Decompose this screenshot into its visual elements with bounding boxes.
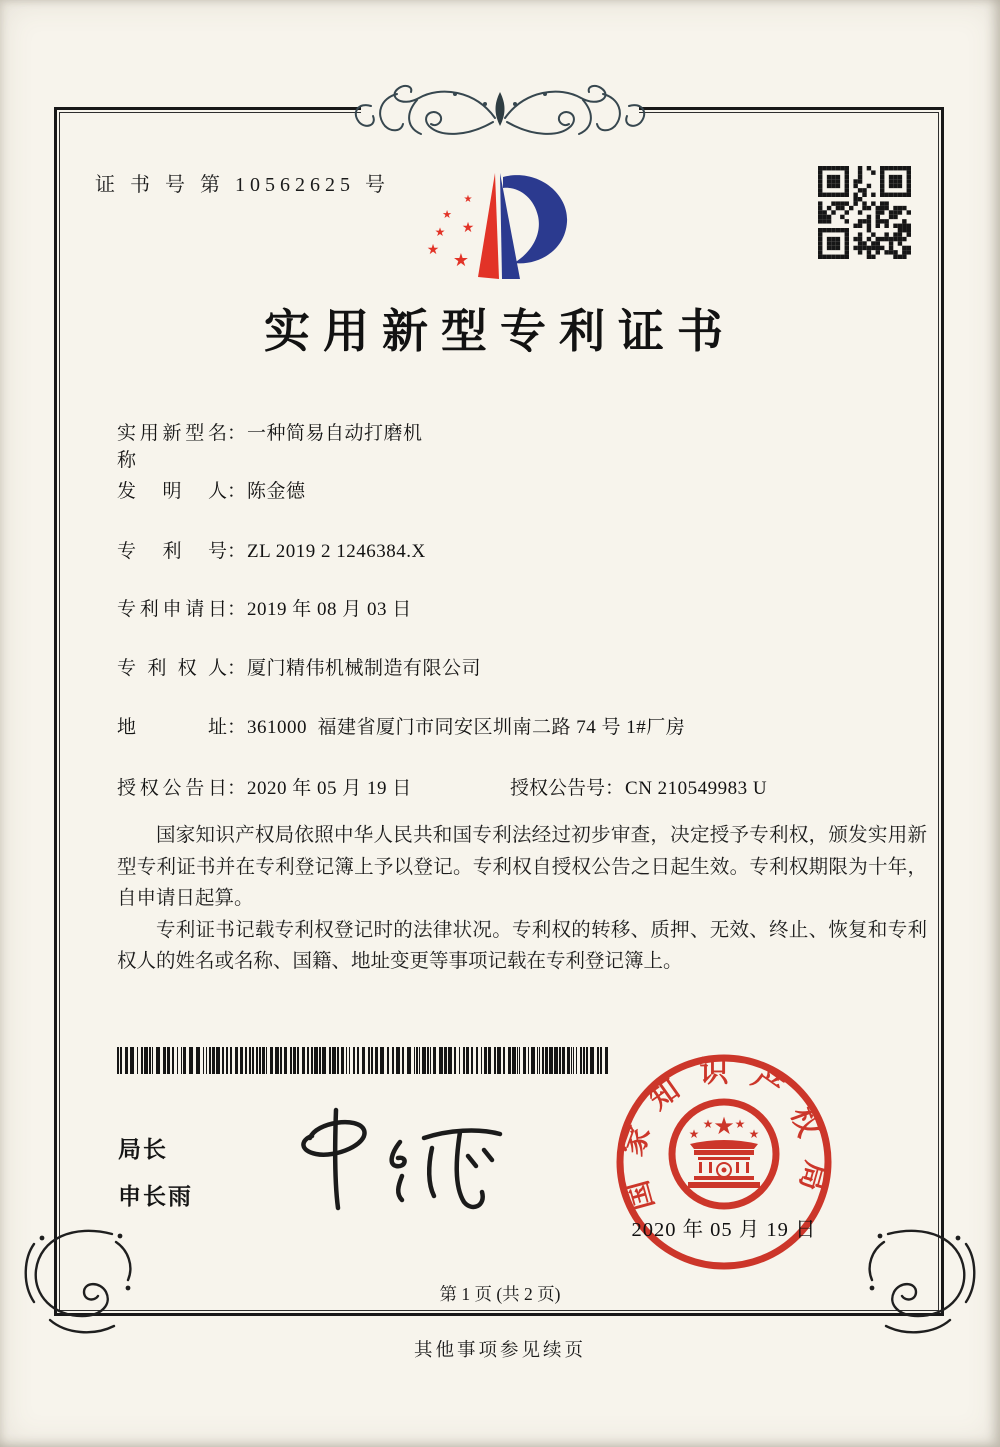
- legal-paragraph-2: 专利证书记载专利权登记时的法律状况。专利权的转移、质押、无效、终止、恢复和专利权人的姓名或名称、国籍、地址变更等事项记载在专利登记簿上。: [117, 919, 927, 972]
- top-scroll-ornament-icon: [335, 80, 665, 140]
- svg-text:★: ★: [426, 242, 440, 258]
- svg-text:★: ★: [434, 225, 446, 239]
- director-signature-icon: [272, 1104, 522, 1216]
- field-label: 专利申请日: [117, 599, 227, 620]
- director-name: 申长雨: [118, 1183, 193, 1209]
- field-colon: ：: [605, 778, 625, 799]
- field-row-grant: [117, 773, 929, 800]
- field-row-address: [117, 712, 929, 739]
- field-colon: ：: [227, 481, 247, 502]
- svg-text:★: ★: [734, 1117, 746, 1131]
- director-block: [118, 1131, 193, 1225]
- field-label: 地址: [117, 717, 227, 738]
- barcode: [115, 1047, 617, 1074]
- field-grant-number: [510, 773, 767, 800]
- field-label: 专利号: [117, 541, 227, 562]
- svg-text:★: ★: [702, 1117, 714, 1131]
- field-label: 实用新型名称: [117, 423, 227, 471]
- seal-date: 2020 年 05 月 19 日: [631, 1219, 817, 1241]
- certificate-number: 证 书 号 第 10562625 号: [95, 174, 390, 196]
- field-value-patent-number: ZL 2019 2 1246384.X: [247, 541, 426, 562]
- cnipa-logo-icon: [420, 160, 585, 295]
- field-value-filing-date: 2019 年 08 月 03 日: [247, 599, 412, 620]
- continuation-note: 其他事项参见续页: [413, 1341, 586, 1361]
- field-label: 授权公告号: [510, 778, 606, 799]
- field-value-grant-date: 2020 年 05 月 19 日: [247, 778, 412, 799]
- field-value-address: 361000 福建省厦门市同安区圳南二路 74 号 1#厂房: [247, 717, 686, 738]
- svg-text:★: ★: [748, 1127, 760, 1141]
- svg-text:★: ★: [463, 194, 473, 205]
- field-colon: ：: [227, 717, 247, 738]
- seal-ring-text: 国家知识产权局: [616, 1056, 832, 1214]
- field-colon: ：: [227, 599, 247, 620]
- field-row-inventor: [117, 476, 929, 503]
- field-row-filing-date: [117, 594, 929, 621]
- field-colon: ：: [227, 423, 247, 444]
- director-title: 局长: [118, 1136, 168, 1162]
- field-colon: ：: [227, 541, 247, 562]
- certificate-title: 实用新型专利证书: [264, 306, 736, 357]
- svg-text:★: ★: [461, 220, 475, 236]
- field-value-grant-number: CN 210549983 U: [625, 778, 768, 799]
- svg-text:★: ★: [688, 1127, 700, 1141]
- svg-text:★: ★: [442, 208, 452, 221]
- field-label: 专利权人: [117, 658, 227, 679]
- field-label: 授权公告日: [117, 778, 227, 799]
- field-value-utility-model-name: 一种简易自动打磨机: [247, 423, 423, 444]
- field-colon: ：: [227, 778, 247, 799]
- svg-text:★: ★: [452, 250, 470, 271]
- qr-code: [818, 166, 911, 259]
- legal-paragraph-1: 国家知识产权局依照中华人民共和国专利法经过初步审查，决定授予专利权，颁发实用新型专利证书并在专利登记簿上予以登记。专利权自授权公告之日起生效。专利权期限为十年，自申请日起算。: [117, 825, 927, 909]
- page-number: 第 1 页 (共 2 页): [439, 1284, 561, 1304]
- field-row-utility-model-name: [117, 418, 929, 472]
- field-row-patent-number: [117, 536, 929, 563]
- field-value-patentee: 厦门精伟机械制造有限公司: [247, 658, 482, 679]
- field-row-patentee: [117, 653, 929, 680]
- field-value-inventor: 陈金德: [247, 481, 306, 502]
- svg-text:★: ★: [713, 1112, 735, 1140]
- national-emblem-icon: [672, 1102, 776, 1206]
- field-colon: ：: [227, 658, 247, 679]
- legal-text-block: [117, 820, 927, 978]
- field-label: 发明人: [117, 481, 227, 502]
